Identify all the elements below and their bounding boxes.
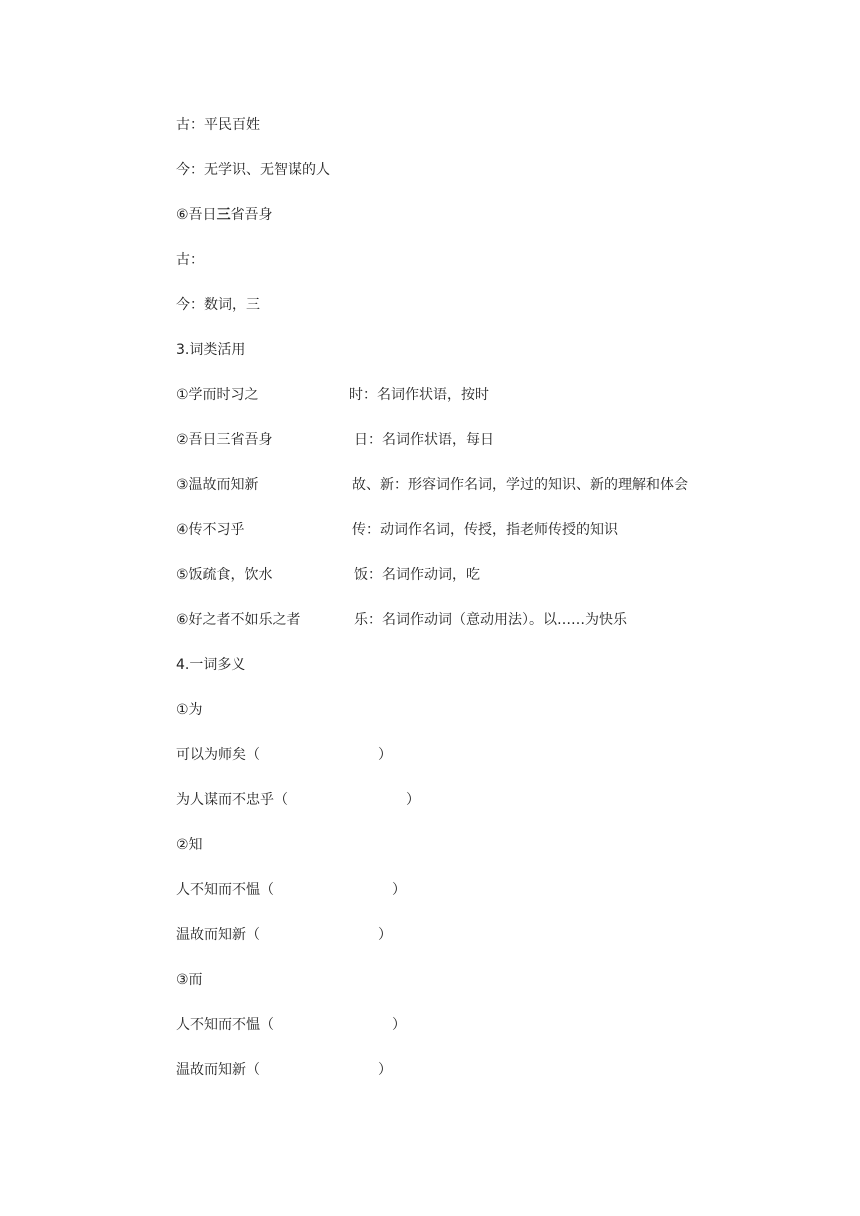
example-sentence-highlight: 三 <box>216 207 231 223</box>
conversion-note: 故、新：形容词作名词，学过的知识、新的理解和体会 <box>352 477 688 493</box>
polysemy-word-wei: ①为 <box>176 702 203 718</box>
conversion-sentence: ④传不习乎 <box>176 522 245 538</box>
section-heading-word-class: 3.词类活用 <box>176 342 246 358</box>
conversion-row <box>176 609 736 631</box>
polysemy-example <box>176 789 420 811</box>
closing-paren: ） <box>392 1017 406 1033</box>
polysemy-example <box>176 1059 392 1081</box>
example-sentence-6 <box>176 204 273 226</box>
polysemy-example <box>176 879 406 901</box>
polysemy-sentence: 为人谋而不忠乎（ <box>176 792 288 808</box>
gloss-ancient-label: 古： <box>176 252 204 268</box>
polysemy-example <box>176 1014 406 1036</box>
polysemy-sentence: 人不知而不愠（ <box>176 1017 274 1033</box>
conversion-sentence: ③温故而知新 <box>176 477 259 493</box>
closing-paren: ） <box>392 882 406 898</box>
conversion-note: 时：名词作状语，按时 <box>349 387 489 403</box>
example-sentence-prefix: ⑥吾日 <box>176 207 217 223</box>
conversion-sentence: ②吾日三省吾身 <box>176 432 273 448</box>
section-heading-polysemy: 4.一词多义 <box>176 657 246 673</box>
closing-paren: ） <box>406 792 420 808</box>
closing-paren: ） <box>378 1062 392 1078</box>
gloss-modern-numeral: 今：数词，三 <box>176 297 260 313</box>
conversion-note: 乐：名词作动词（意动用法）。以……为快乐 <box>354 612 627 628</box>
conversion-sentence: ⑥好之者不如乐之者 <box>176 612 301 628</box>
conversion-note: 传：动词作名词，传授，指老师传授的知识 <box>352 522 618 538</box>
gloss-modern-meaning: 今：无学识、无智谋的人 <box>176 162 330 178</box>
polysemy-sentence: 人不知而不愠（ <box>176 882 274 898</box>
conversion-sentence: ⑤饭疏食，饮水 <box>176 567 273 583</box>
conversion-note: 饭：名词作动词，吃 <box>354 567 480 583</box>
polysemy-sentence: 可以为师矣（ <box>176 747 260 763</box>
closing-paren: ） <box>378 927 392 943</box>
conversion-row <box>176 429 736 451</box>
polysemy-word-er: ③而 <box>176 972 203 988</box>
polysemy-word-zhi: ②知 <box>176 837 203 853</box>
example-sentence-suffix: 省吾身 <box>230 207 273 223</box>
conversion-note: 日：名词作状语，每日 <box>354 432 494 448</box>
conversion-row <box>176 474 736 496</box>
conversion-row <box>176 519 736 541</box>
polysemy-example <box>176 744 392 766</box>
polysemy-sentence: 温故而知新（ <box>176 1062 260 1078</box>
conversion-sentence: ①学而时习之 <box>176 387 259 403</box>
polysemy-sentence: 温故而知新（ <box>176 927 260 943</box>
gloss-ancient-meaning: 古：平民百姓 <box>176 117 260 133</box>
conversion-row <box>176 384 736 406</box>
conversion-row <box>176 564 736 586</box>
polysemy-example <box>176 924 392 946</box>
closing-paren: ） <box>378 747 392 763</box>
